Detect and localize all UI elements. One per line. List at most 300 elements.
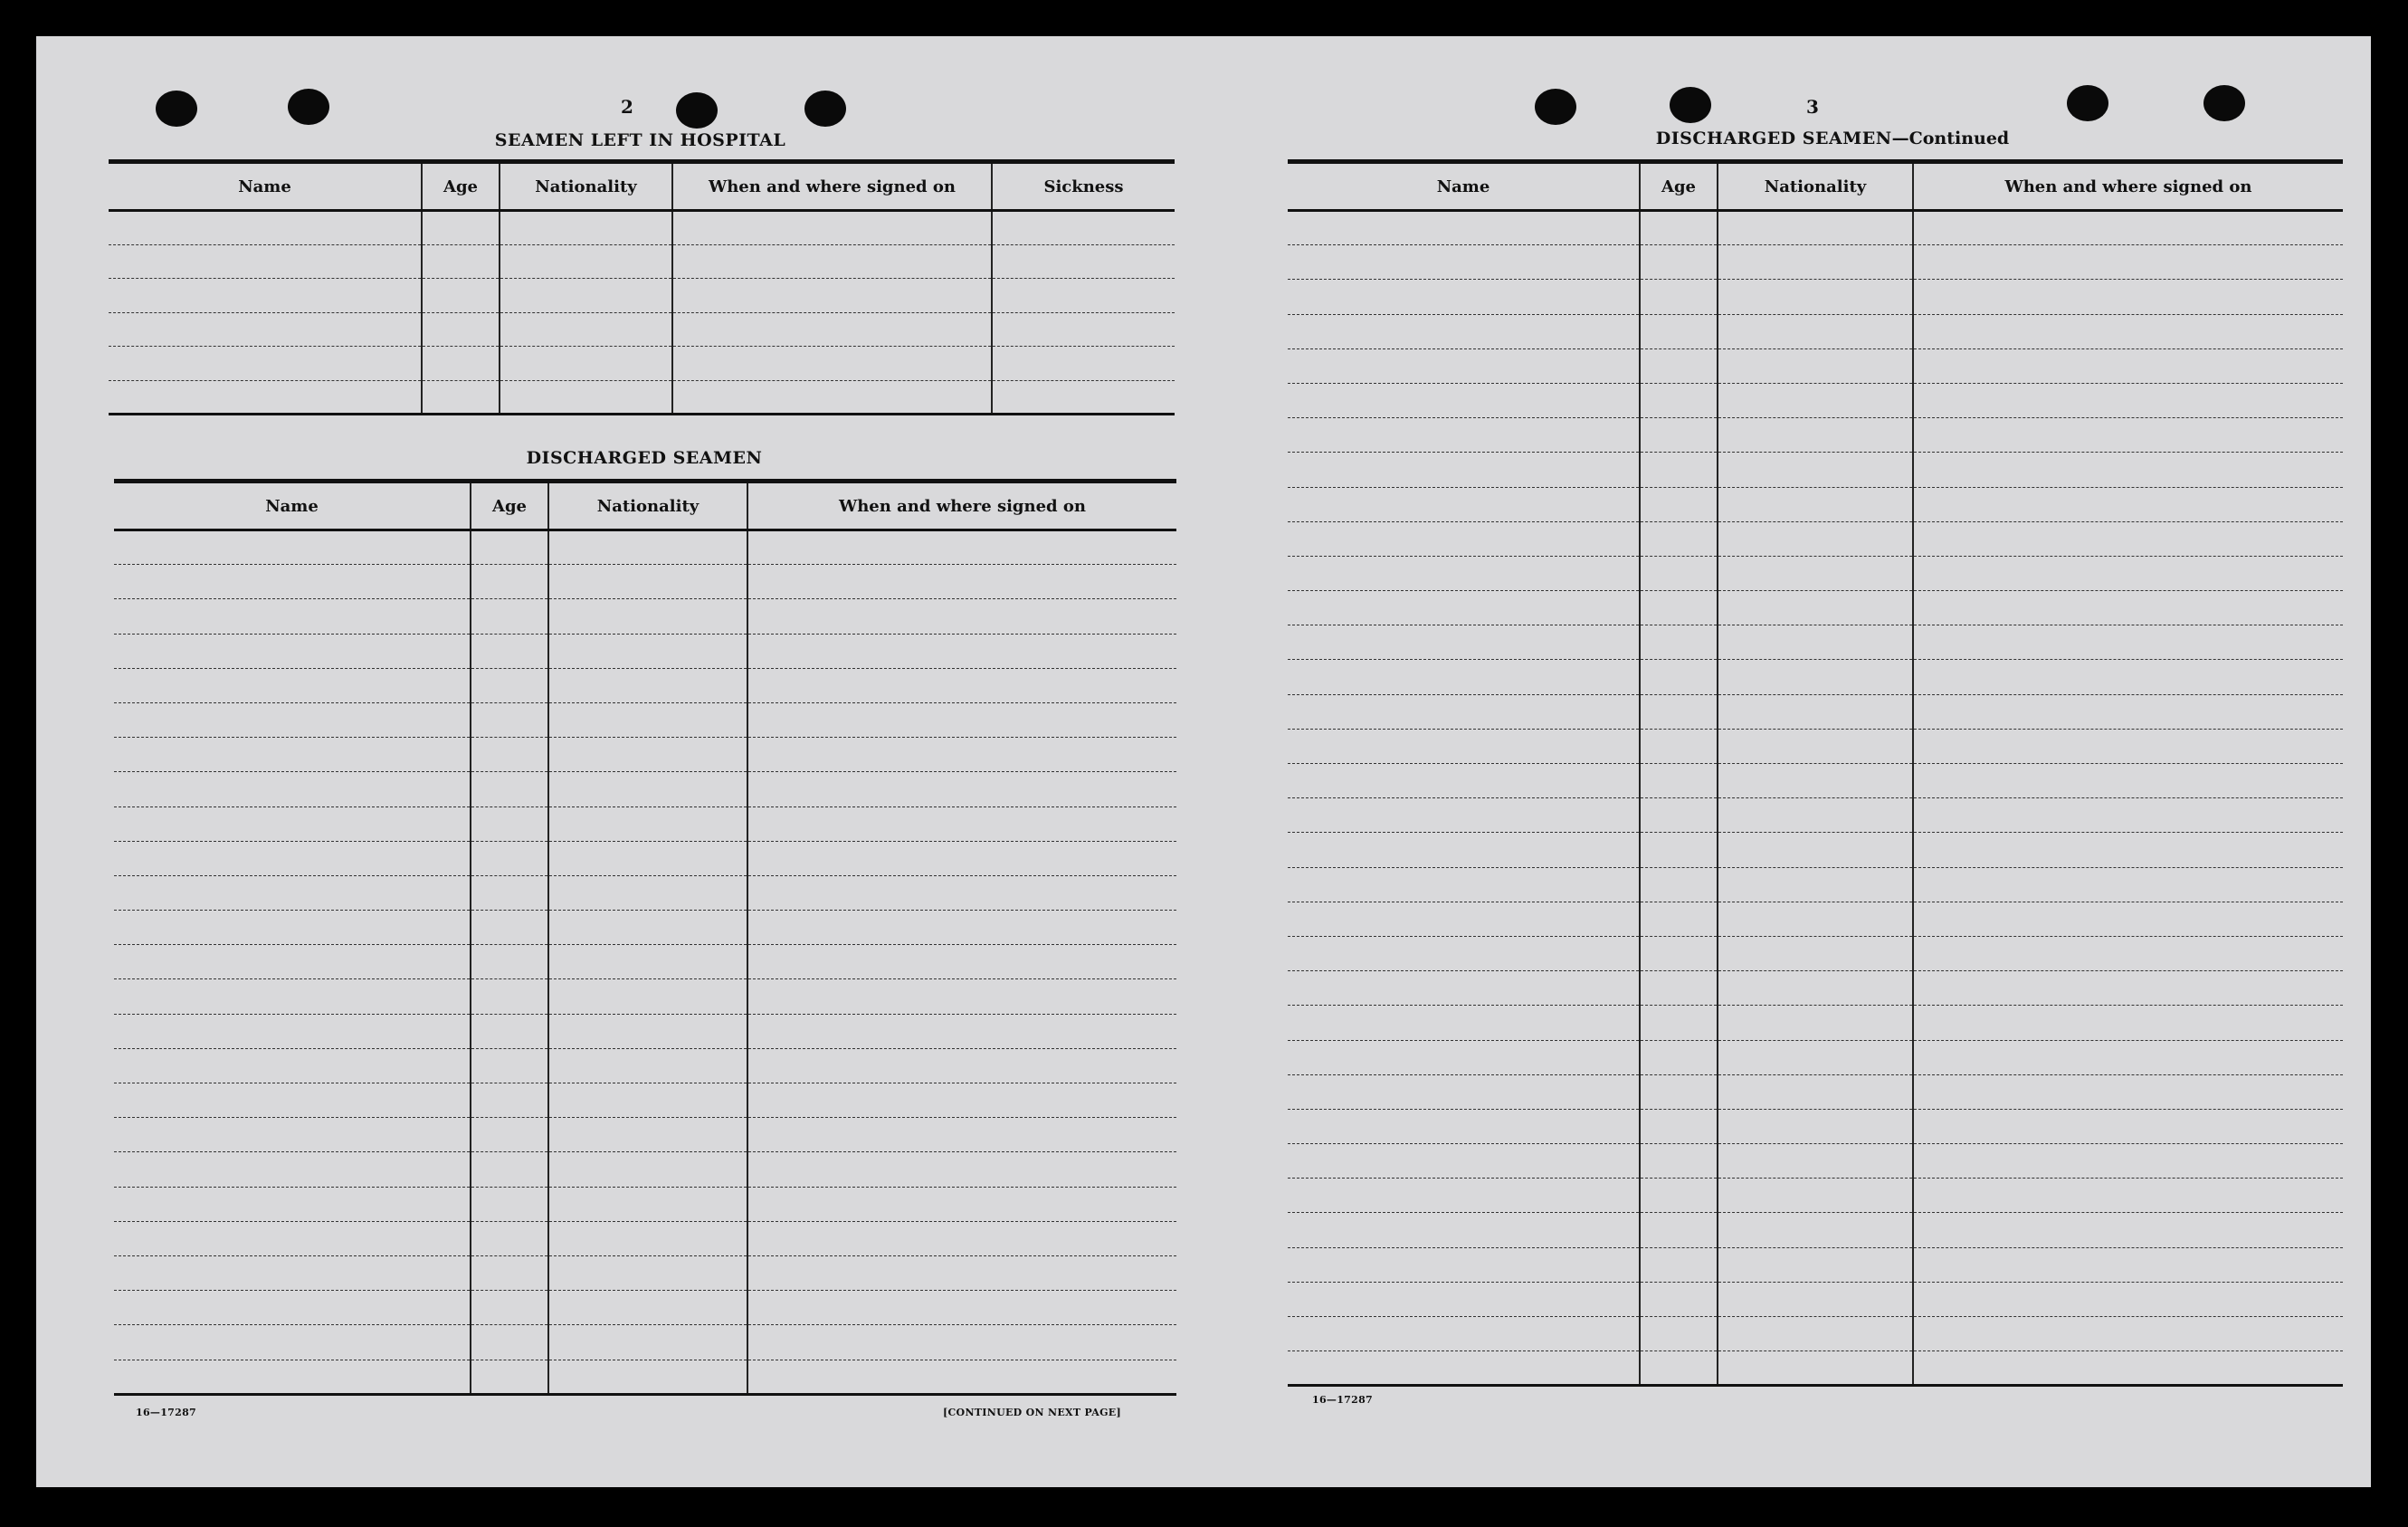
table-cell	[1288, 280, 1640, 314]
table-cell	[1288, 1247, 1640, 1282]
table-cell	[1640, 660, 1718, 694]
table-row	[1288, 1317, 2343, 1351]
table-cell	[1640, 383, 1718, 417]
table-cell	[114, 1255, 471, 1290]
table-cell	[1718, 453, 1913, 487]
table-cell	[548, 1083, 747, 1118]
table-row	[114, 1221, 1176, 1255]
table-cell	[471, 1083, 548, 1118]
table-cell	[471, 1152, 548, 1187]
table-row	[1288, 383, 2343, 417]
table-cell	[747, 565, 1176, 599]
table-cell	[471, 945, 548, 979]
table-row	[114, 668, 1176, 702]
table-cell	[747, 599, 1176, 634]
discharged-table-right	[1288, 159, 2343, 1387]
table-cell	[548, 772, 747, 806]
table-cell	[114, 1048, 471, 1083]
table-cell	[1288, 798, 1640, 833]
page-number-left: 2	[621, 96, 633, 118]
table-row	[1288, 867, 2343, 902]
table-cell	[1640, 936, 1718, 970]
table-row	[1288, 971, 2343, 1006]
table-row	[1288, 348, 2343, 383]
table-cell	[422, 312, 500, 347]
table-cell	[747, 945, 1176, 979]
table-cell	[1718, 1351, 1913, 1386]
table-cell	[1913, 1006, 2343, 1040]
table-cell	[471, 738, 548, 772]
table-cell	[1718, 1006, 1913, 1040]
table-cell	[1640, 1179, 1718, 1213]
table-cell	[747, 841, 1176, 875]
column-header-signed-on: When and where signed on	[672, 162, 992, 211]
table-cell	[114, 1325, 471, 1360]
table-cell	[1718, 487, 1913, 521]
column-header-name: Name	[109, 162, 422, 211]
hospital-table	[109, 159, 1175, 415]
table-cell	[1718, 521, 1913, 556]
table-cell	[747, 1187, 1176, 1221]
table-cell	[471, 634, 548, 668]
column-header-nationality: Nationality	[500, 162, 672, 211]
table-cell	[548, 1325, 747, 1360]
table-cell	[114, 599, 471, 634]
table-cell	[1913, 936, 2343, 970]
table-cell	[1288, 625, 1640, 660]
table-cell	[114, 565, 471, 599]
table-cell	[1288, 1144, 1640, 1179]
table-cell	[109, 279, 422, 313]
table-cell	[747, 772, 1176, 806]
table-cell	[1913, 971, 2343, 1006]
table-cell	[548, 1255, 747, 1290]
table-cell	[1718, 694, 1913, 729]
table-cell	[114, 1118, 471, 1152]
discharged-header-row-left	[114, 482, 1176, 530]
table-cell	[1288, 211, 1640, 245]
table-cell	[1288, 1040, 1640, 1074]
table-row	[1288, 1213, 2343, 1247]
table-cell	[747, 1325, 1176, 1360]
table-cell	[1718, 1109, 1913, 1143]
table-cell	[1288, 833, 1640, 867]
table-cell	[422, 380, 500, 415]
table-cell	[548, 668, 747, 702]
table-cell	[114, 841, 471, 875]
table-cell	[114, 806, 471, 841]
table-cell	[1913, 314, 2343, 348]
table-cell	[1913, 1213, 2343, 1247]
table-cell	[1288, 902, 1640, 936]
continued-note: [CONTINUED ON NEXT PAGE]	[943, 1407, 1121, 1418]
table-cell	[672, 244, 992, 279]
table-cell	[992, 279, 1175, 313]
table-row	[1288, 902, 2343, 936]
table-row	[114, 772, 1176, 806]
table-row	[114, 530, 1176, 565]
table-cell	[1640, 521, 1718, 556]
table-cell	[1288, 694, 1640, 729]
table-cell	[500, 279, 672, 313]
table-cell	[1718, 833, 1913, 867]
table-cell	[1640, 245, 1718, 280]
page-number-right: 3	[1806, 96, 1819, 118]
table-cell	[109, 244, 422, 279]
table-cell	[471, 979, 548, 1014]
table-cell	[1718, 591, 1913, 625]
table-cell	[500, 244, 672, 279]
table-cell	[747, 1291, 1176, 1325]
table-row	[1288, 245, 2343, 280]
table-row	[109, 279, 1175, 313]
table-row	[1288, 833, 2343, 867]
discharged-table-left	[114, 479, 1176, 1396]
punch-hole-icon	[1535, 89, 1576, 125]
table-cell	[672, 211, 992, 245]
punch-hole-icon	[288, 89, 329, 125]
table-row	[114, 1083, 1176, 1118]
table-cell	[471, 1118, 548, 1152]
table-row	[114, 738, 1176, 772]
table-row	[114, 875, 1176, 910]
table-row	[1288, 1074, 2343, 1109]
table-row	[1288, 625, 2343, 660]
table-row	[1288, 1040, 2343, 1074]
table-cell	[1718, 867, 1913, 902]
table-cell	[422, 347, 500, 381]
table-cell	[1913, 591, 2343, 625]
table-cell	[1913, 867, 2343, 902]
table-cell	[1288, 729, 1640, 763]
table-row	[1288, 1282, 2343, 1316]
table-cell	[471, 1255, 548, 1290]
table-cell	[1640, 348, 1718, 383]
table-cell	[471, 1014, 548, 1048]
table-cell	[747, 1118, 1176, 1152]
table-cell	[1288, 314, 1640, 348]
table-cell	[1288, 1282, 1640, 1316]
table-cell	[109, 211, 422, 245]
table-cell	[548, 1291, 747, 1325]
table-cell	[1913, 798, 2343, 833]
table-cell	[747, 979, 1176, 1014]
table-cell	[1640, 1247, 1718, 1282]
table-row	[1288, 936, 2343, 970]
table-row	[114, 1152, 1176, 1187]
table-cell	[1640, 764, 1718, 798]
table-row	[114, 979, 1176, 1014]
table-row	[1288, 591, 2343, 625]
table-cell	[548, 1152, 747, 1187]
table-cell	[548, 979, 747, 1014]
table-row	[1288, 764, 2343, 798]
table-cell	[1718, 556, 1913, 590]
table-cell	[1913, 1109, 2343, 1143]
table-cell	[992, 347, 1175, 381]
table-row	[1288, 1179, 2343, 1213]
table-cell	[1913, 1074, 2343, 1109]
table-cell	[672, 380, 992, 415]
column-header-age: Age	[422, 162, 500, 211]
table-cell	[747, 634, 1176, 668]
table-cell	[109, 312, 422, 347]
table-cell	[1640, 971, 1718, 1006]
table-cell	[1718, 660, 1913, 694]
table-row	[1288, 280, 2343, 314]
table-cell	[1288, 936, 1640, 970]
table-cell	[1640, 487, 1718, 521]
table-cell	[1288, 660, 1640, 694]
table-cell	[747, 1048, 1176, 1083]
table-cell	[992, 312, 1175, 347]
table-cell	[114, 738, 471, 772]
column-header-name: Name	[1288, 162, 1640, 211]
table-row	[1288, 1144, 2343, 1179]
table-cell	[1288, 764, 1640, 798]
table-cell	[471, 530, 548, 565]
table-cell	[1718, 764, 1913, 798]
table-cell	[109, 347, 422, 381]
discharged-continued-title-suffix: —Continued	[1891, 129, 2010, 148]
table-row	[114, 841, 1176, 875]
table-row	[1288, 418, 2343, 453]
table-cell	[114, 1083, 471, 1118]
table-cell	[672, 279, 992, 313]
table-cell	[1288, 1006, 1640, 1040]
table-cell	[471, 841, 548, 875]
table-cell	[1288, 1109, 1640, 1143]
table-cell	[1913, 418, 2343, 453]
table-cell	[114, 530, 471, 565]
table-cell	[1288, 453, 1640, 487]
form-sheet	[36, 36, 2371, 1487]
table-cell	[1718, 798, 1913, 833]
table-cell	[114, 1221, 471, 1255]
table-cell	[1640, 1317, 1718, 1351]
table-cell	[1913, 556, 2343, 590]
table-cell	[548, 1360, 747, 1394]
table-cell	[1718, 1282, 1913, 1316]
table-cell	[1288, 418, 1640, 453]
table-cell	[1913, 487, 2343, 521]
table-cell	[548, 875, 747, 910]
table-cell	[1718, 1317, 1913, 1351]
table-row	[114, 1325, 1176, 1360]
table-cell	[1718, 280, 1913, 314]
table-cell	[1913, 729, 2343, 763]
table-cell	[422, 244, 500, 279]
table-cell	[1640, 625, 1718, 660]
table-cell	[1913, 1040, 2343, 1074]
punch-hole-icon	[804, 91, 846, 127]
table-cell	[747, 1221, 1176, 1255]
table-cell	[1913, 521, 2343, 556]
table-cell	[471, 1291, 548, 1325]
table-cell	[1913, 660, 2343, 694]
table-cell	[747, 875, 1176, 910]
table-cell	[109, 380, 422, 415]
table-cell	[548, 634, 747, 668]
table-cell	[548, 911, 747, 945]
table-cell	[1718, 348, 1913, 383]
table-cell	[471, 599, 548, 634]
table-cell	[747, 1152, 1176, 1187]
table-cell	[1718, 245, 1913, 280]
table-row	[1288, 660, 2343, 694]
table-cell	[548, 565, 747, 599]
table-row	[1288, 211, 2343, 245]
table-cell	[1288, 383, 1640, 417]
table-cell	[747, 911, 1176, 945]
table-row	[1288, 1006, 2343, 1040]
table-cell	[471, 565, 548, 599]
table-cell	[1718, 211, 1913, 245]
table-cell	[747, 702, 1176, 737]
table-cell	[1640, 280, 1718, 314]
table-cell	[1718, 1247, 1913, 1282]
table-cell	[1288, 591, 1640, 625]
table-row	[114, 945, 1176, 979]
table-cell	[114, 1291, 471, 1325]
table-cell	[114, 945, 471, 979]
punch-hole-icon	[1670, 87, 1711, 123]
table-cell	[1913, 453, 2343, 487]
table-cell	[672, 347, 992, 381]
punch-hole-icon	[2203, 85, 2245, 121]
table-cell	[548, 738, 747, 772]
table-cell	[1718, 625, 1913, 660]
table-cell	[1640, 902, 1718, 936]
table-cell	[1288, 867, 1640, 902]
table-cell	[1288, 1179, 1640, 1213]
table-cell	[422, 279, 500, 313]
table-cell	[114, 1187, 471, 1221]
table-cell	[1913, 625, 2343, 660]
column-header-name: Name	[114, 482, 471, 530]
table-cell	[471, 1048, 548, 1083]
punch-hole-icon	[2067, 85, 2108, 121]
table-cell	[747, 1255, 1176, 1290]
table-cell	[548, 1187, 747, 1221]
table-cell	[1913, 1282, 2343, 1316]
table-cell	[672, 312, 992, 347]
table-row	[114, 599, 1176, 634]
table-cell	[548, 1014, 747, 1048]
table-cell	[992, 211, 1175, 245]
table-row	[114, 1291, 1176, 1325]
table-cell	[1718, 418, 1913, 453]
punch-hole-icon	[156, 91, 197, 127]
table-cell	[471, 668, 548, 702]
table-cell	[471, 1325, 548, 1360]
table-cell	[1640, 211, 1718, 245]
table-cell	[500, 347, 672, 381]
table-cell	[1718, 1179, 1913, 1213]
table-cell	[548, 945, 747, 979]
column-header-nationality: Nationality	[1718, 162, 1913, 211]
table-cell	[422, 211, 500, 245]
table-cell	[471, 1221, 548, 1255]
table-cell	[114, 1360, 471, 1394]
table-cell	[1913, 764, 2343, 798]
table-cell	[1640, 1282, 1718, 1316]
table-cell	[1913, 1247, 2343, 1282]
discharged-section-title: DISCHARGED SEAMEN	[526, 448, 763, 468]
table-row	[1288, 314, 2343, 348]
table-row	[114, 806, 1176, 841]
table-row	[109, 312, 1175, 347]
table-cell	[1640, 1144, 1718, 1179]
table-cell	[1718, 314, 1913, 348]
table-cell	[747, 806, 1176, 841]
table-row	[1288, 556, 2343, 590]
table-cell	[1718, 383, 1913, 417]
table-row	[114, 1187, 1176, 1221]
table-cell	[1288, 1351, 1640, 1386]
table-cell	[1288, 1213, 1640, 1247]
table-cell	[1640, 591, 1718, 625]
table-cell	[1640, 418, 1718, 453]
table-cell	[1718, 902, 1913, 936]
table-cell	[548, 599, 747, 634]
table-cell	[1913, 211, 2343, 245]
table-cell	[1288, 971, 1640, 1006]
punch-hole-icon	[676, 92, 718, 129]
table-cell	[1288, 1317, 1640, 1351]
table-cell	[1288, 487, 1640, 521]
table-cell	[1640, 556, 1718, 590]
table-row	[114, 565, 1176, 599]
table-cell	[500, 380, 672, 415]
table-cell	[1913, 902, 2343, 936]
table-cell	[1718, 729, 1913, 763]
table-cell	[1913, 833, 2343, 867]
table-cell	[114, 875, 471, 910]
table-row	[114, 1048, 1176, 1083]
table-cell	[1640, 867, 1718, 902]
table-cell	[1640, 314, 1718, 348]
table-row	[114, 634, 1176, 668]
table-cell	[1640, 798, 1718, 833]
form-code-right: 16—17287	[1312, 1394, 1373, 1406]
table-cell	[114, 911, 471, 945]
table-cell	[1640, 1074, 1718, 1109]
form-code-left: 16—17287	[136, 1407, 196, 1418]
table-cell	[1913, 1144, 2343, 1179]
table-cell	[1640, 1351, 1718, 1386]
table-cell	[471, 911, 548, 945]
discharged-header-row-right	[1288, 162, 2343, 211]
table-row	[114, 911, 1176, 945]
column-header-age: Age	[1640, 162, 1718, 211]
table-cell	[1288, 1074, 1640, 1109]
table-cell	[1718, 1074, 1913, 1109]
table-cell	[1718, 1213, 1913, 1247]
table-cell	[747, 530, 1176, 565]
table-cell	[1913, 694, 2343, 729]
column-header-sickness: Sickness	[992, 162, 1175, 211]
table-cell	[1288, 556, 1640, 590]
table-cell	[471, 1360, 548, 1394]
column-header-signed-on: When and where signed on	[1913, 162, 2343, 211]
table-cell	[747, 668, 1176, 702]
table-cell	[1640, 729, 1718, 763]
table-cell	[114, 702, 471, 737]
table-row	[1288, 453, 2343, 487]
table-cell	[500, 211, 672, 245]
table-cell	[1640, 1040, 1718, 1074]
